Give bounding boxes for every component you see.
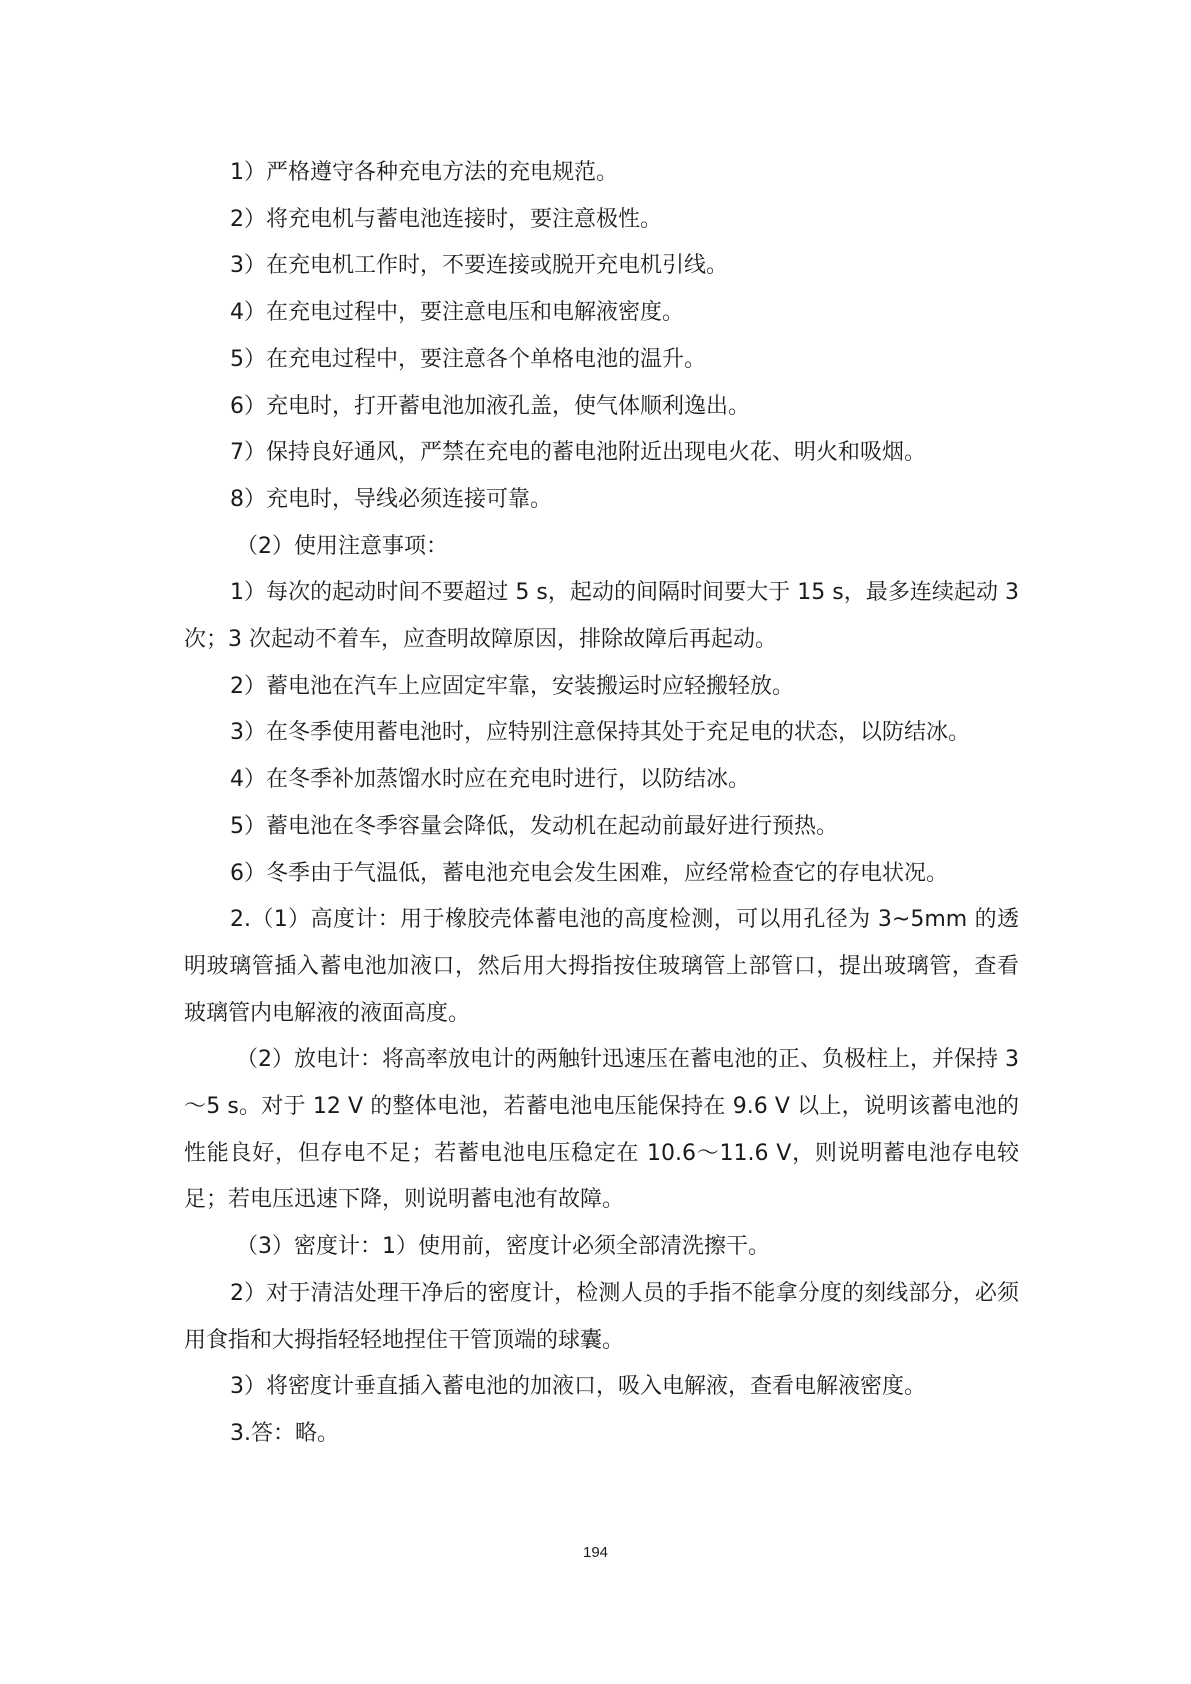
- page-number: 194: [582, 1544, 609, 1561]
- paragraph-usage-note-5: 5）蓄电池在冬季容量会降低，发动机在起动前最好进行预热。: [230, 813, 838, 839]
- paragraph-charging-rule-7: 7）保持良好通风，严禁在充电的蓄电池附近出现电火花、明火和吸烟。: [230, 440, 926, 466]
- paragraph-charging-rule-8: 8）充电时，导线必须连接可靠。: [230, 486, 552, 512]
- paragraph-charging-rule-2: 2）将充电机与蓄电池连接时，要注意极性。: [230, 206, 662, 232]
- paragraph-usage-note-6: 6）冬季由于气温低，蓄电池充电会发生困难，应经常检查它的存电状况。: [230, 860, 948, 886]
- paragraph-charging-rule-4: 4）在充电过程中，要注意电压和电解液密度。: [230, 300, 684, 326]
- paragraph-charging-rule-3: 3）在充电机工作时，不要连接或脱开充电机引线。: [230, 253, 728, 279]
- paragraph-discharge-meter: （2）放电计：将高率放电计的两触针迅速压在蓄电池的正、负极柱上，并保持 3～5 s。对于 12 V 的整体电池，若蓄电池电压能保持在 9.6 V 以上，说明该蓄电池的性能良好，但存电不足；若蓄电池电压稳定在 10.6～11.6 V，则说明蓄电池存电较足；若电压迅速下降，则说明蓄电池有故障。: [184, 1047, 1019, 1213]
- paragraph-density-meter-step-3: 3）将密度计垂直插入蓄电池的加液口，吸入电解液，查看电解液密度。: [230, 1374, 926, 1400]
- paragraph-density-meter-step-2: 2）对于清洁处理干净后的密度计，检测人员的手指不能拿分度的刻线部分，必须用食指和大拇指轻轻地捏住干管顶端的球囊。: [184, 1280, 1019, 1353]
- paragraph-charging-rule-6: 6）充电时，打开蓄电池加液孔盖，使气体顺利逸出。: [230, 393, 750, 419]
- paragraph-charging-rule-1: 1）严格遵守各种充电方法的充电规范。: [230, 160, 618, 185]
- paragraph-charging-rule-5: 5）在充电过程中，要注意各个单格电池的温升。: [230, 346, 706, 372]
- paragraph-density-meter-step-1: （3）密度计：1）使用前，密度计必须全部清洗擦干。: [236, 1234, 770, 1260]
- paragraph-usage-note-3: 3）在冬季使用蓄电池时，应特别注意保持其处于充足电的状态，以防结冰。: [230, 720, 970, 746]
- body-text: [184, 150, 1019, 1458]
- paragraph-usage-note-1: 1）每次的起动时间不要超过 5 s，起动的间隔时间要大于 15 s，最多连续起动 3 次；3 次起动不着车，应查明故障原因，排除故障后再起动。: [184, 580, 1019, 653]
- section-heading-usage-notes: （2）使用注意事项：: [236, 533, 448, 559]
- paragraph-hydrometer-height-gauge: 2.（1）高度计：用于橡胶壳体蓄电池的高度检测，可以用孔径为 3~5mm 的透明玻璃管插入蓄电池加液口，然后用大拇指按住玻璃管上部管口，提出玻璃管，查看玻璃管内电解液的液面高度。: [184, 907, 1019, 1026]
- paragraph-usage-note-2: 2）蓄电池在汽车上应固定牢靠，安装搬运时应轻搬轻放。: [230, 673, 794, 699]
- paragraph-answer-3: 3.答：略。: [230, 1420, 339, 1446]
- paragraph-usage-note-4: 4）在冬季补加蒸馏水时应在充电时进行，以防结冰。: [230, 767, 750, 793]
